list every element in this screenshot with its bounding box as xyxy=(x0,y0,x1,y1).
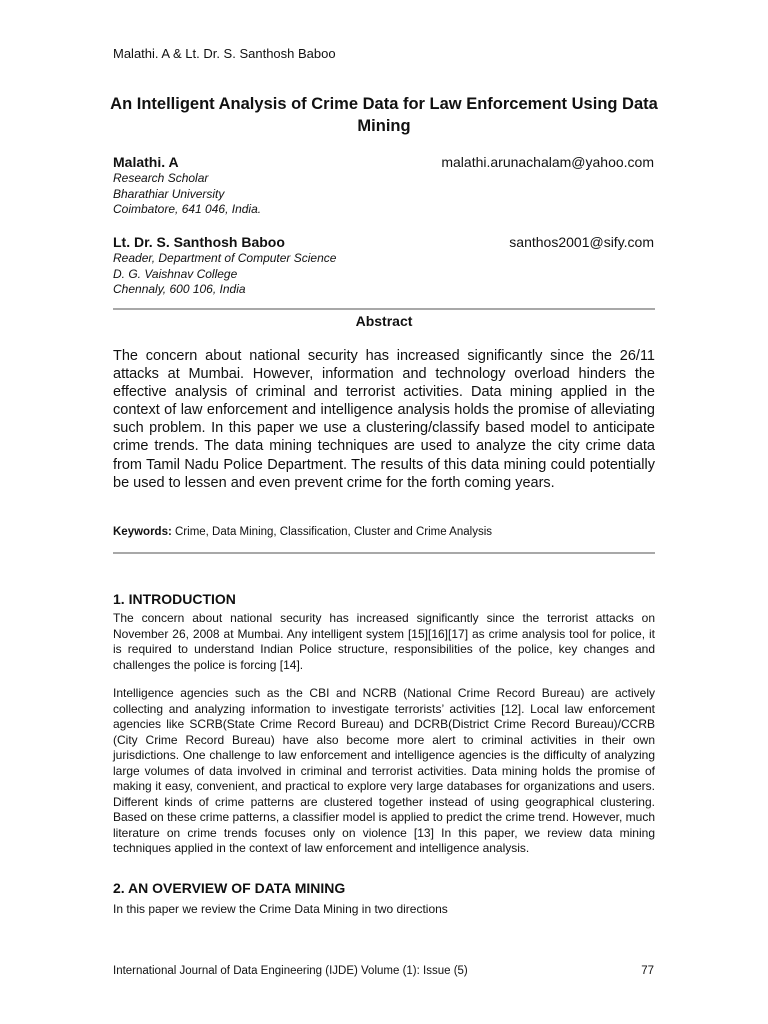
divider-top xyxy=(113,308,655,310)
abstract-heading: Abstract xyxy=(355,313,413,329)
author-2-affiliation-line: D. G. Vaishnav College xyxy=(113,266,238,281)
author-2-email: santhos2001@sify.com xyxy=(509,234,654,250)
author-2-affiliation-line: Reader, Department of Computer Science xyxy=(113,251,337,265)
paper-title: An Intelligent Analysis of Crime Data for Law Enforcement Using Data Mining xyxy=(110,95,658,135)
author-1-email: malathi.arunachalam@yahoo.com xyxy=(441,154,654,170)
section-heading-introduction: 1. INTRODUCTION xyxy=(113,591,236,607)
running-head: Malathi. A & Lt. Dr. S. Santhosh Baboo xyxy=(113,46,336,61)
footer-journal: International Journal of Data Engineering (IJDE) Volume (1): Issue (5) xyxy=(113,965,468,977)
author-2-name: Lt. Dr. S. Santhosh Baboo xyxy=(113,234,285,250)
keywords xyxy=(113,526,492,538)
introduction-paragraph-2: Intelligence agencies such as the CBI and NCRB (National Crime Record Bureau) are actively collecting and analyzing information to investigate terrorists’ activities [12]. Local law enforcement agencies like SCRB(State Crime Record Bureau) and DCRB(District Crime Record Bureau)/CCRB (City Crime Record Bureau) have also become more alert to criminal activities in their own jurisdictions. One challenge to law enforcement and intelligence agencies is the difficulty of analyzing large volumes of data involved in criminal and terrorist activities. Data mining holds the promise of making it easy, convenient, and practical to explore very large databases for organizations and users. Different kinds of crime patterns are clustered together instead of using geographical clustering. Based on these crime patterns, a classifier model is applied to predict the crime trend. However, much literature on crime trends focuses only on violence [13] In this paper, we review data mining techniques applied in the context of law enforcement and intelligence analysis. xyxy=(113,686,655,855)
abstract-text: The concern about national security has increased significantly since the 26/11 attacks at Mumbai. However, information and technology overload hinders the effective analysis of criminal and terrorist activities. Data mining applied in the context of law enforcement and intelligence analysis holds the promise of alleviating such problem. In this paper we use a clustering/classify based model to anticipate crime trends. The data mining techniques are used to analyze the city crime data from Tamil Nadu Police Department. The results of this data mining could potentially be used to lessen and even prevent crime for the forth coming years. xyxy=(113,348,655,491)
keywords-label: Keywords: xyxy=(113,526,172,538)
introduction-paragraph-1: The concern about national security has increased significantly since the terrorist attacks on November 26, 2008 at Mumbai. Any intelligent system [15][16][17] as crime analysis tool for police, it is required to understand Indian Police structure, responsibilities of the police, key changes and challenges the police is forcing [14]. xyxy=(113,611,655,672)
section-heading-overview: 2. AN OVERVIEW OF DATA MINING xyxy=(113,880,346,896)
author-1-affiliation-line: Bharathiar University xyxy=(113,186,225,201)
author-1-affiliation-line: Coimbatore, 641 046, India. xyxy=(113,202,262,216)
author-1-affiliation-line: Research Scholar xyxy=(113,171,209,185)
author-1-name: Malathi. A xyxy=(113,154,179,170)
author-2-affiliation-line: Chennaly, 600 106, India xyxy=(113,282,246,296)
author-2-affiliation xyxy=(113,251,336,298)
page-number: 77 xyxy=(641,965,654,977)
author-1-affiliation xyxy=(113,171,261,218)
keywords-text: Crime, Data Mining, Classification, Cluster and Crime Analysis xyxy=(175,526,492,538)
overview-paragraph-1: In this paper we review the Crime Data Mining in two directions xyxy=(113,902,448,916)
divider-bottom xyxy=(113,552,655,554)
